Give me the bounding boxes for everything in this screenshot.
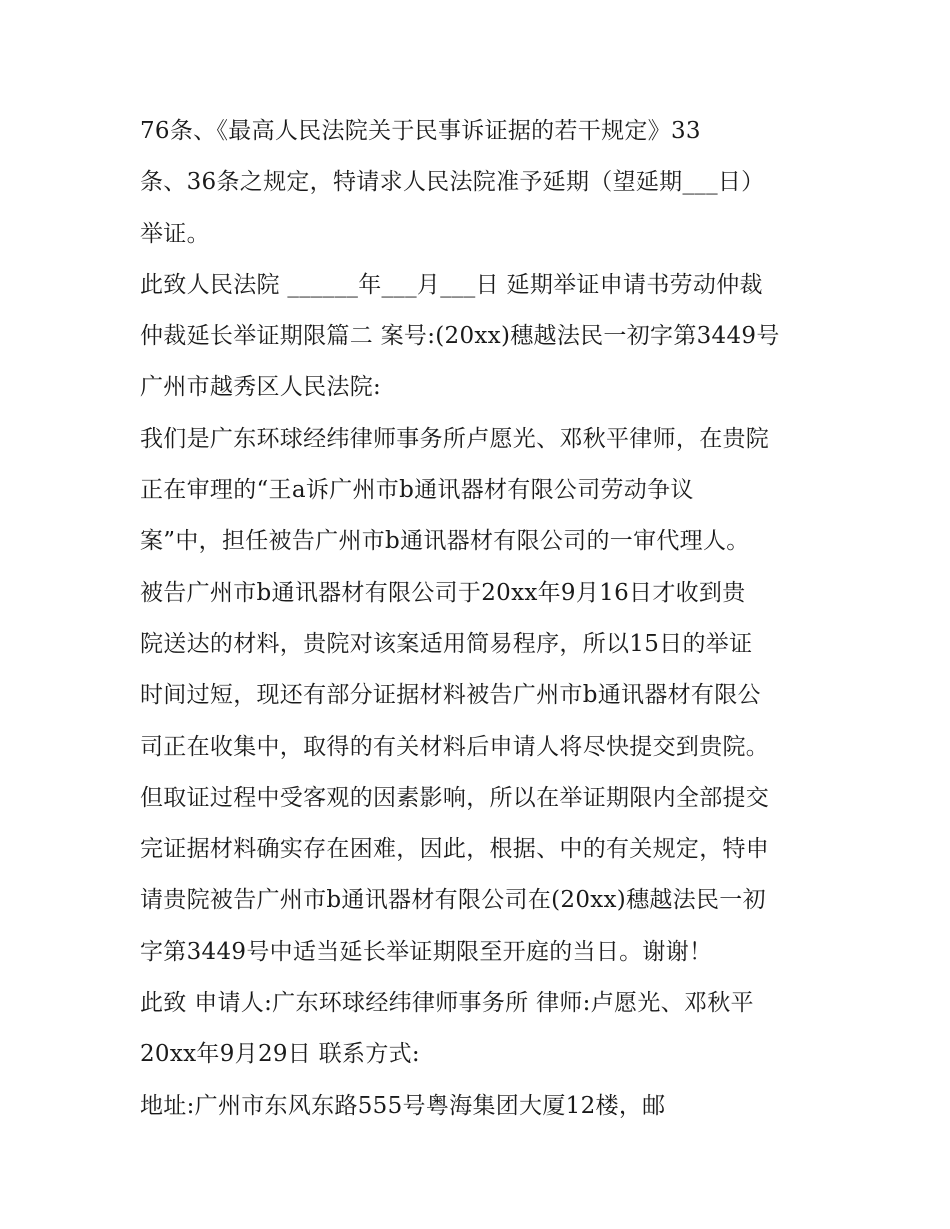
text-line: 完证据材料确实存在困难，因此，根据、中的有关规定，特申 [140,836,770,863]
text-line: 正在审理的“王a诉广州市b通讯器材有限公司劳动争议 [140,477,694,504]
text-line: 地址:广州市东风东路555号粤海集团大厦12楼，邮 [140,1092,666,1119]
text-line: 76条、《最高人民法院关于民事诉证据的若干规定》33 [140,118,701,144]
text-line: 举证。 [140,220,210,247]
text-line: 但取证过程中受客观的因素影响，所以在举证期限内全部提交 [140,784,770,811]
text-line: 此致人民法院 ______年___月___日 延期举证申请书劳动仲裁 [140,271,763,298]
document-body [140,108,830,1134]
text-line: 院送达的材料，贵院对该案适用简易程序，所以15日的举证 [140,630,753,657]
text-line: 仲裁延长举证期限篇二 案号:(20xx)穗越法民一初字第3449号 [140,323,780,350]
text-line: 案”中，担任被告广州市b通讯器材有限公司的一审代理人。 [140,528,750,555]
text-line: 条、36条之规定，特请求人民法院准予延期（望延期___日） [140,169,765,196]
text-line: 20xx年9月29日 联系方式: [140,1041,420,1068]
text-line: 字第3449号中适当延长举证期限至开庭的当日。谢谢！ [140,938,713,965]
text-line: 此致 申请人:广东环球经纬律师事务所 律师:卢愿光、邓秋平 [140,990,754,1017]
text-line: 广州市越秀区人民法院: [140,374,382,401]
text-line: 我们是广东环球经纬律师事务所卢愿光、邓秋平律师，在贵院 [140,425,770,452]
text-line: 请贵院被告广州市b通讯器材有限公司在(20xx)穗越法民一初 [140,887,766,914]
text-line: 司正在收集中，取得的有关材料后申请人将尽快提交到贵院。 [140,733,770,760]
text-line: 时间过短，现还有部分证据材料被告广州市b通讯器材有限公 [140,682,761,709]
text-line: 被告广州市b通讯器材有限公司于20xx年9月16日才收到贵 [140,579,746,606]
